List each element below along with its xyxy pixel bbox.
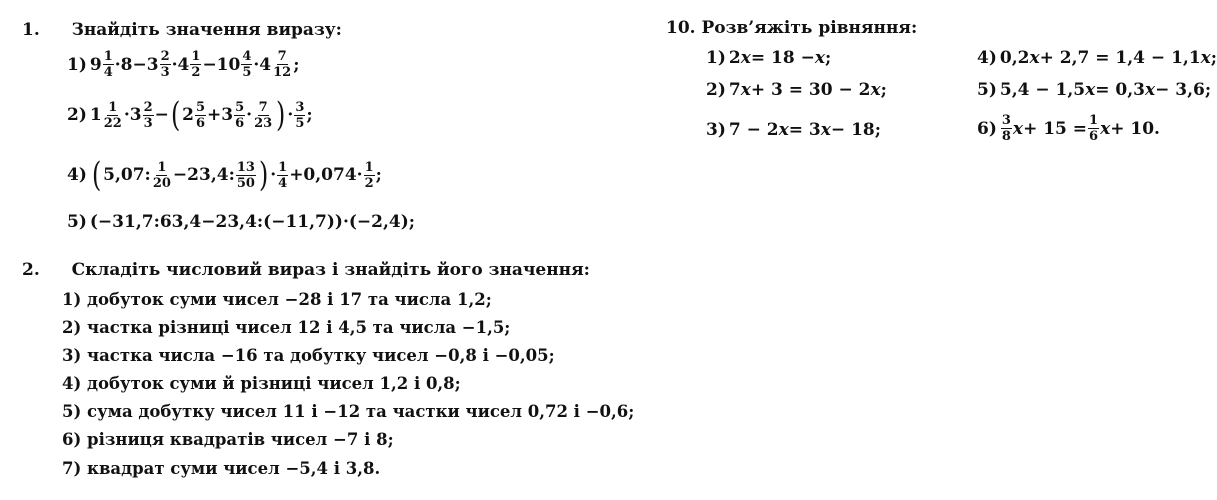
right-paren: ) bbox=[258, 155, 269, 195]
denominator: 5 bbox=[242, 65, 252, 80]
fraction bbox=[1088, 114, 1099, 143]
expr-text: ; bbox=[880, 80, 887, 100]
variable: x bbox=[778, 120, 789, 140]
item-label: 6) bbox=[977, 118, 997, 139]
fraction bbox=[103, 50, 114, 79]
task1-item-1 bbox=[67, 50, 300, 79]
task2-item-3: 3) частка числа −16 та добутку чисел −0,8 і −0,05; bbox=[62, 346, 555, 365]
variable: x bbox=[820, 120, 831, 140]
fraction bbox=[241, 50, 252, 79]
expr-text: + 10. bbox=[1110, 118, 1160, 139]
expr-text: 5,07: bbox=[103, 165, 151, 185]
expr-text: 0,2 bbox=[999, 48, 1030, 68]
variable: x bbox=[740, 48, 751, 68]
denominator: 3 bbox=[143, 115, 153, 131]
expr-text: · bbox=[246, 105, 253, 125]
item-label: 4) bbox=[977, 48, 997, 68]
denominator: 2 bbox=[191, 65, 201, 80]
expr-text: (−31,7:63,4−23,4:(−11,7))·(−2,4); bbox=[89, 212, 416, 232]
item-label: 2) bbox=[706, 80, 726, 100]
denominator: 50 bbox=[236, 175, 255, 191]
task2-number: 2. bbox=[22, 260, 40, 280]
expr-text: = 18 − bbox=[750, 48, 815, 68]
expr-text: + 2,7 = 1,4 − 1,1 bbox=[1039, 48, 1201, 68]
expr-text: + 15 = bbox=[1023, 118, 1088, 139]
numerator: 1 bbox=[191, 49, 201, 64]
expr-text: ; bbox=[306, 105, 313, 125]
numerator: 1 bbox=[157, 159, 167, 175]
fraction bbox=[272, 50, 292, 79]
numerator: 3 bbox=[295, 99, 305, 115]
fraction bbox=[294, 101, 305, 130]
item-label: 5) bbox=[67, 212, 87, 232]
item-label: 3) bbox=[706, 120, 726, 140]
expr-text: 2 bbox=[728, 48, 741, 68]
variable: x bbox=[1200, 48, 1211, 68]
numerator: 13 bbox=[236, 159, 255, 175]
numerator: 3 bbox=[1001, 113, 1011, 128]
task2-title: Складіть числовий вираз і знайдіть його значення: bbox=[71, 260, 590, 280]
expr-text: + 3 = 30 − 2 bbox=[750, 80, 871, 100]
variable: x bbox=[870, 80, 881, 100]
numerator: 1 bbox=[1089, 113, 1099, 128]
denominator: 22 bbox=[103, 115, 122, 131]
expr-text: +3 bbox=[207, 105, 234, 125]
task2-item-4: 4) добуток суми й різниці чисел 1,2 і 0,8; bbox=[62, 374, 461, 393]
task1-item-2 bbox=[67, 95, 313, 135]
variable: x bbox=[1145, 80, 1156, 100]
item-label: 2) bbox=[67, 105, 87, 125]
numerator: 1 bbox=[278, 159, 288, 175]
numerator: 2 bbox=[160, 49, 170, 64]
denominator: 23 bbox=[254, 115, 273, 131]
expr-text: 7 bbox=[728, 80, 741, 100]
expr-text: − bbox=[154, 105, 169, 125]
expr-text: ; bbox=[293, 54, 300, 75]
numerator: 1 bbox=[364, 159, 374, 175]
numerator: 4 bbox=[242, 49, 252, 64]
fraction bbox=[103, 101, 123, 130]
fraction bbox=[234, 101, 245, 130]
denominator: 20 bbox=[152, 175, 171, 191]
task10-eq-3 bbox=[706, 120, 881, 140]
task1-item-5 bbox=[67, 212, 415, 232]
task1-item-4 bbox=[67, 155, 382, 195]
numerator: 1 bbox=[108, 99, 118, 115]
task2-item-5: 5) сума добутку чисел 11 і −12 та частки чисел 0,72 і −0,6; bbox=[62, 402, 635, 421]
expr-text: 2 bbox=[182, 105, 194, 125]
expr-text: = 3 bbox=[788, 120, 821, 140]
variable: x bbox=[1085, 80, 1096, 100]
task2-item-1: 1) добуток суми чисел −28 і 17 та числа 1,2; bbox=[62, 290, 492, 309]
denominator: 6 bbox=[195, 115, 206, 131]
fraction bbox=[160, 50, 171, 79]
item-label: 1) bbox=[706, 48, 726, 68]
left-paren: ( bbox=[91, 155, 102, 195]
expr-text: = 0,3 bbox=[1095, 80, 1145, 100]
expr-text: +0,074· bbox=[289, 165, 363, 185]
fraction bbox=[1001, 114, 1012, 143]
denominator: 8 bbox=[1001, 129, 1011, 144]
left-paren: ( bbox=[170, 95, 181, 135]
task10-eq-5 bbox=[977, 80, 1211, 100]
expr-text: −10 bbox=[202, 54, 241, 75]
whole-part: 1 bbox=[89, 105, 102, 125]
denominator: 12 bbox=[273, 65, 292, 80]
numerator: 7 bbox=[277, 49, 287, 64]
expr-text: −23,4: bbox=[172, 165, 235, 185]
fraction bbox=[195, 101, 206, 130]
right-paren: ) bbox=[276, 95, 286, 135]
numerator: 2 bbox=[143, 99, 153, 115]
denominator: 2 bbox=[364, 175, 374, 191]
task10-heading bbox=[666, 18, 917, 38]
expr-text: ·8−3 bbox=[114, 54, 159, 75]
fraction bbox=[236, 161, 256, 190]
fraction bbox=[364, 161, 375, 190]
expr-text: ·3 bbox=[123, 105, 142, 125]
fraction bbox=[143, 101, 154, 130]
expr-text: ; bbox=[1210, 48, 1217, 68]
task10-eq-6 bbox=[977, 114, 1160, 143]
task2-heading bbox=[22, 260, 590, 280]
variable: x bbox=[740, 80, 751, 100]
task2-item-2: 2) частка різниці чисел 12 і 4,5 та числа −1,5; bbox=[62, 318, 511, 337]
denominator: 6 bbox=[1089, 129, 1099, 144]
denominator: 4 bbox=[103, 65, 113, 80]
expr-text: · bbox=[270, 165, 277, 185]
numerator: 5 bbox=[235, 99, 245, 115]
fraction bbox=[277, 161, 288, 190]
expr-text: 7 − 2 bbox=[728, 120, 779, 140]
task2-item-7: 7) квадрат суми чисел −5,4 і 3,8. bbox=[62, 459, 381, 478]
task2-item-6: 6) різниця квадратів чисел −7 і 8; bbox=[62, 430, 394, 449]
numerator: 1 bbox=[103, 49, 113, 64]
expr-text: − 3,6; bbox=[1155, 80, 1212, 100]
item-label: 4) bbox=[67, 165, 87, 185]
task10-number: 10. bbox=[666, 18, 696, 38]
denominator: 4 bbox=[278, 175, 288, 191]
task10-eq-1 bbox=[706, 48, 831, 68]
task10-eq-2 bbox=[706, 80, 887, 100]
expr-text: ; bbox=[375, 165, 382, 185]
fraction bbox=[253, 101, 273, 130]
task1-title: Знайдіть значення виразу: bbox=[71, 20, 342, 40]
expr-text: 5,4 − 1,5 bbox=[999, 80, 1086, 100]
variable: x bbox=[1012, 118, 1024, 139]
numerator: 7 bbox=[258, 99, 268, 115]
fraction bbox=[152, 161, 172, 190]
item-label: 1) bbox=[67, 54, 87, 75]
denominator: 6 bbox=[235, 115, 245, 131]
expr-text: ; bbox=[824, 48, 832, 68]
task10-title: Розв’яжіть рівняння: bbox=[701, 18, 918, 38]
expr-text: ·4 bbox=[171, 54, 190, 75]
variable: x bbox=[1100, 118, 1111, 139]
denominator: 5 bbox=[295, 115, 305, 131]
fraction bbox=[190, 50, 201, 79]
expr-text: · bbox=[287, 105, 294, 125]
denominator: 3 bbox=[160, 65, 170, 80]
item-label: 5) bbox=[977, 80, 997, 100]
expr-text: − 18; bbox=[830, 120, 882, 140]
numerator: 5 bbox=[195, 99, 206, 115]
expr-text: ·4 bbox=[253, 54, 272, 75]
task1-heading bbox=[22, 20, 342, 40]
whole-part: 9 bbox=[89, 54, 102, 75]
task1-number: 1. bbox=[22, 20, 40, 40]
variable: x bbox=[814, 48, 825, 68]
task10-eq-4 bbox=[977, 48, 1217, 68]
variable: x bbox=[1029, 48, 1040, 68]
